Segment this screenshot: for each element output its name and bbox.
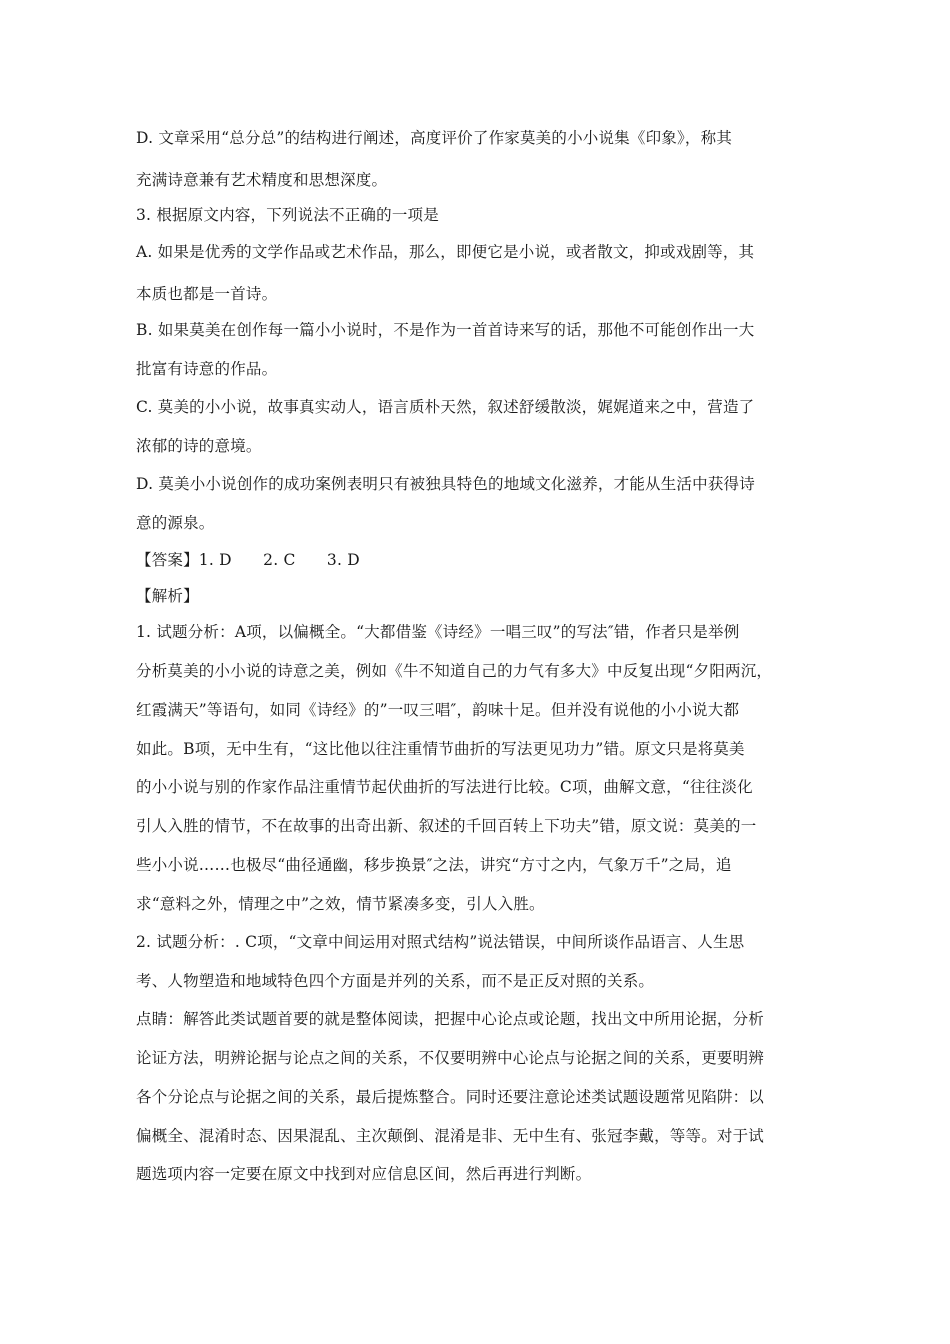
analysis-1-line7: 些小小说……也极尽“曲径通幽，移步换景″之法，讲究“方寸之内，气象万千”之局，追 [136,856,732,874]
analysis-1-line6: 引人入胜的情节，不在故事的出奇出新、叙述的千回百转上下功夫”错，原文说：莫美的一 [136,817,757,835]
q3-option-b-line2: 批富有诗意的作品。 [136,360,278,378]
question-3: 3. 根据原文内容，下列说法不正确的一项是 [136,206,439,224]
q3-option-c-line1: C. 莫美的小小说，故事真实动人，语言质朴天然，叙述舒缓散淡，娓娓道来之中，营造了 [136,398,755,416]
q3-option-d-line1: D. 莫美小小说创作的成功案例表明只有被独具特色的地域文化滋养，才能从生活中获得诗 [136,475,755,493]
tip-line3: 各个分论点与论据之间的关系，最后提炼整合。同时还要注意论述类试题设题常见陷阱：以 [136,1088,765,1106]
q3-option-a-line2: 本质也都是一首诗。 [136,285,278,303]
tip-line2: 论证方法，明辨论据与论点之间的关系，不仅要明辨中心论点与论据之间的关系，更要明辨 [136,1049,765,1067]
tip-line1: 点睛：解答此类试题首要的就是整体阅读，把握中心论点或论题，找出文中所用论据，分析 [136,1010,765,1028]
q3-option-a-line1: A. 如果是优秀的文学作品或艺术作品，那么，即便它是小说，或者散文，抑或戏剧等，其 [136,243,755,261]
analysis-1-line2: 分析莫美的小小说的诗意之美，例如《牛不知道自己的力气有多大》中反复出现“夕阳两沉， [136,662,773,680]
option-1d-line1: D. 文章采用“总分总”的结构进行阐述，高度评价了作家莫美的小小说集《印象》，称其 [136,129,733,147]
analysis-heading: 【解析】 [136,587,199,605]
analysis-1-line3: 红霞满天”等语句，如同《诗经》的”一叹三唱″，韵味十足。但并没有说他的小小说大都 [136,701,740,719]
answer-line: 【答案】1. D 2. C 3. D [136,551,360,569]
analysis-1-line8: 求“意料之外，情理之中”之效，情节紧凑多变，引人入胜。 [136,895,545,913]
tip-line5: 题选项内容一定要在原文中找到对应信息区间，然后再进行判断。 [136,1165,592,1183]
analysis-1-line1: 1. 试题分析：A项，以偏概全。“大都借鉴《诗经》一唱三叹”的写法″错，作者只是举例 [136,623,740,641]
analysis-2-line2: 考、人物塑造和地域特色四个方面是并列的关系，而不是正反对照的关系。 [136,972,655,990]
tip-line4: 偏概全、混淆时态、因果混乱、主次颠倒、混淆是非、无中生有、张冠李戴，等等。对于试 [136,1127,765,1145]
analysis-1-line4: 如此。B项，无中生有，“这比他以往注重情节曲折的写法更见功力”错。原文只是将莫美 [136,740,745,758]
q3-option-c-line2: 浓郁的诗的意境。 [136,437,262,455]
option-1d-line2: 充满诗意兼有艺术精度和思想深度。 [136,171,388,189]
analysis-2-line1: 2. 试题分析：. C项，“文章中间运用对照式结构”说法错误，中间所谈作品语言、人生思 [136,933,745,951]
q3-option-b-line1: B. 如果莫美在创作每一篇小小说时，不是作为一首首诗来写的话，那他不可能创作出一大 [136,321,755,339]
analysis-1-line5: 的小小说与别的作家作品注重情节起伏曲折的写法进行比较。C项，曲解文意，“往往淡化 [136,778,753,796]
q3-option-d-line2: 意的源泉。 [136,514,215,532]
